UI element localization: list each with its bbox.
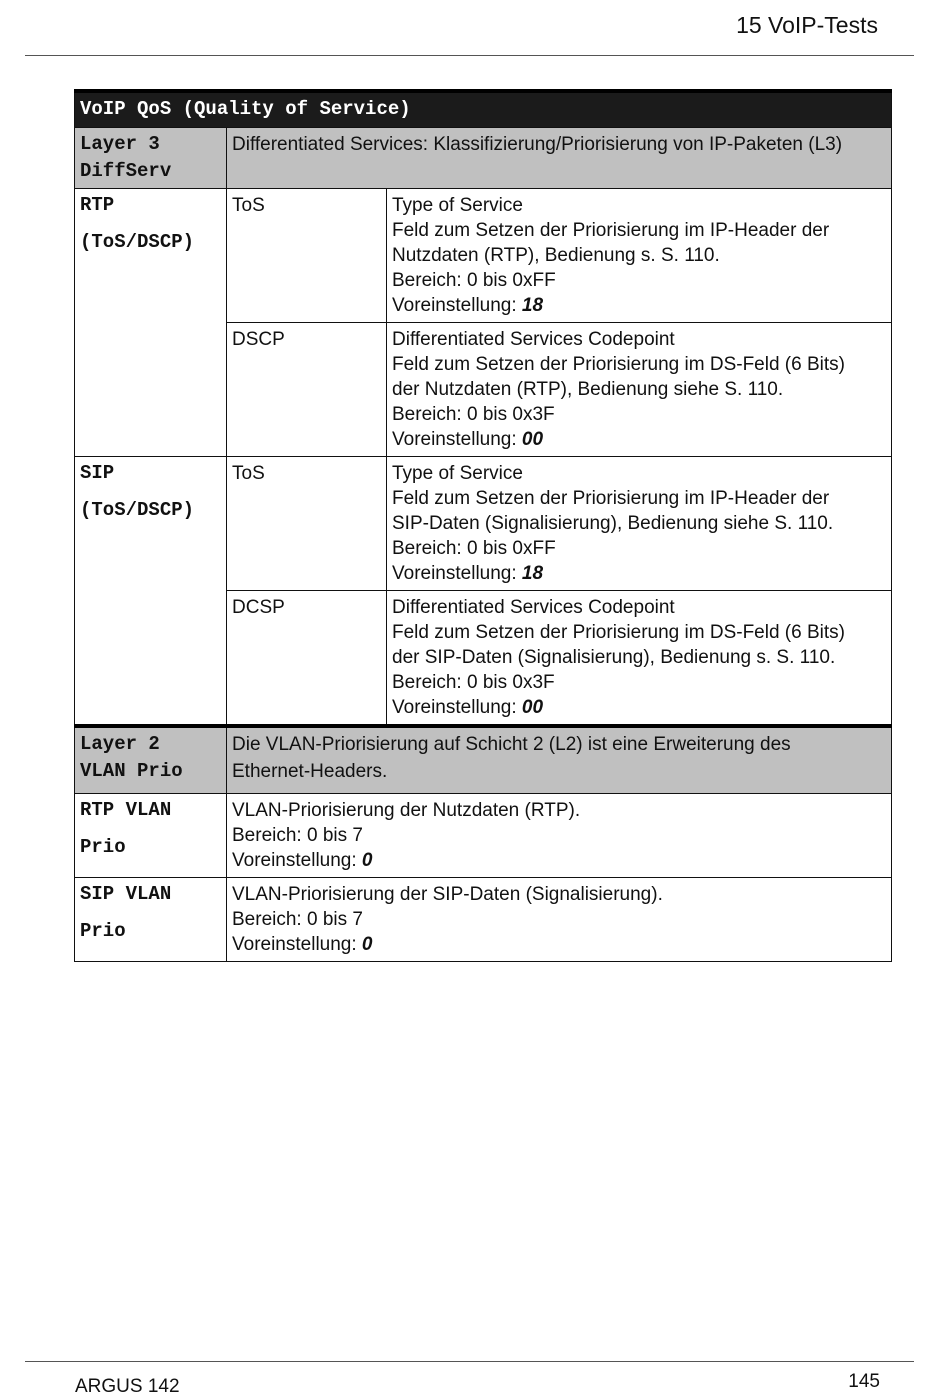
- sip-dcsp-line: Bereich: 0 bis 0x3F: [392, 672, 555, 693]
- header-rule: [25, 55, 914, 56]
- layer3-label-line2: DiffServ: [80, 160, 172, 182]
- sip-tos-default: [392, 561, 886, 586]
- sip-tos-param: ToS: [227, 457, 387, 591]
- sip-label-line1: SIP: [80, 462, 115, 484]
- sip-vlan-default: [232, 932, 886, 957]
- rtp-tos-line: Nutzdaten (RTP), Bedienung s. S. 110.: [392, 245, 720, 266]
- rtp-dscp-default: [392, 427, 886, 452]
- default-value: 00: [521, 697, 544, 718]
- rtp-dscp-line: Differentiated Services Codepoint: [392, 329, 675, 350]
- layer2-section-row: [75, 726, 892, 794]
- default-value: 0: [361, 850, 373, 871]
- default-value: 18: [521, 295, 544, 316]
- default-label: Voreinstellung:: [392, 697, 522, 718]
- layer2-label-line2: VLAN Prio: [80, 760, 183, 782]
- sip-tos-line: Bereich: 0 bis 0xFF: [392, 538, 556, 559]
- layer2-description-line2: Ethernet-Headers.: [232, 761, 388, 782]
- sip-vlan-label-line2: Prio: [80, 920, 126, 942]
- sip-dcsp-line: der SIP-Daten (Signalisierung), Bedienung s. S. 110.: [392, 647, 836, 668]
- layer3-label: [75, 128, 227, 189]
- default-value: 18: [521, 563, 544, 584]
- layer3-section-row: [75, 128, 892, 189]
- default-value: 0: [361, 934, 373, 955]
- default-value: 00: [521, 429, 544, 450]
- rtp-vlan-row: [75, 794, 892, 878]
- layer2-label-line1: Layer 2: [80, 733, 160, 755]
- rtp-vlan-label: [75, 794, 227, 878]
- rtp-tos-line: Type of Service: [392, 195, 523, 216]
- footer-rule: [25, 1361, 914, 1362]
- page-header-title: 15 VoIP-Tests: [736, 12, 878, 38]
- rtp-label-line1: RTP: [80, 194, 115, 216]
- sip-tos-line: Type of Service: [392, 463, 523, 484]
- layer2-description-line1: Die VLAN-Priorisierung auf Schicht 2 (L2) ist eine Erweiterung des: [232, 734, 791, 755]
- rtp-tos-row: [75, 189, 892, 323]
- rtp-vlan-label-line2: Prio: [80, 836, 126, 858]
- layer2-description: [227, 726, 892, 794]
- rtp-label-line2: (ToS/DSCP): [80, 231, 195, 253]
- default-label: Voreinstellung:: [232, 850, 362, 871]
- sip-tos-line: Feld zum Setzen der Priorisierung im IP-Header der: [392, 488, 830, 509]
- rtp-vlan-description: [227, 794, 892, 878]
- rtp-label: [75, 189, 227, 457]
- sip-tos-line: SIP-Daten (Signalisierung), Bedienung siehe S. 110.: [392, 513, 834, 534]
- rtp-dscp-line: Bereich: 0 bis 0x3F: [392, 404, 555, 425]
- table-title-row: [75, 91, 892, 128]
- sip-vlan-label-line1: SIP VLAN: [80, 883, 172, 905]
- rtp-vlan-default: [232, 848, 886, 873]
- layer3-label-line1: Layer 3: [80, 133, 160, 155]
- rtp-vlan-line: VLAN-Priorisierung der Nutzdaten (RTP).: [232, 800, 581, 821]
- footer-product-name: ARGUS 142: [75, 1376, 180, 1397]
- page-number: 145: [848, 1371, 880, 1392]
- rtp-dscp-line: Feld zum Setzen der Priorisierung im DS-Feld (6 Bits): [392, 354, 845, 375]
- sip-label-line2: (ToS/DSCP): [80, 499, 195, 521]
- voip-qos-table: [74, 89, 892, 962]
- rtp-tos-default: [392, 293, 886, 318]
- rtp-tos-description: [387, 189, 892, 323]
- rtp-dscp-param: DSCP: [227, 323, 387, 457]
- sip-label: [75, 457, 227, 727]
- layer2-label: [75, 726, 227, 794]
- sip-vlan-row: [75, 878, 892, 962]
- sip-dcsp-description: [387, 591, 892, 727]
- sip-dcsp-default: [392, 695, 886, 720]
- default-label: Voreinstellung:: [392, 563, 522, 584]
- layer3-description: Differentiated Services: Klassifizierung/Priorisierung von IP-Paketen (L3): [227, 128, 892, 189]
- rtp-vlan-line: Bereich: 0 bis 7: [232, 825, 363, 846]
- sip-tos-row: [75, 457, 892, 591]
- rtp-tos-line: Bereich: 0 bis 0xFF: [392, 270, 556, 291]
- sip-vlan-label: [75, 878, 227, 962]
- default-label: Voreinstellung:: [232, 934, 362, 955]
- rtp-dscp-line: der Nutzdaten (RTP), Bedienung siehe S. 110.: [392, 379, 784, 400]
- table-title: VoIP QoS (Quality of Service): [75, 91, 892, 128]
- default-label: Voreinstellung:: [392, 429, 522, 450]
- default-label: Voreinstellung:: [392, 295, 522, 316]
- sip-vlan-description: [227, 878, 892, 962]
- rtp-vlan-label-line1: RTP VLAN: [80, 799, 172, 821]
- rtp-tos-param: ToS: [227, 189, 387, 323]
- rtp-tos-line: Feld zum Setzen der Priorisierung im IP-Header der: [392, 220, 830, 241]
- sip-dcsp-param: DCSP: [227, 591, 387, 727]
- sip-vlan-line: VLAN-Priorisierung der SIP-Daten (Signalisierung).: [232, 884, 663, 905]
- sip-dcsp-line: Feld zum Setzen der Priorisierung im DS-Feld (6 Bits): [392, 622, 845, 643]
- rtp-dscp-description: [387, 323, 892, 457]
- sip-tos-description: [387, 457, 892, 591]
- sip-dcsp-line: Differentiated Services Codepoint: [392, 597, 675, 618]
- sip-vlan-line: Bereich: 0 bis 7: [232, 909, 363, 930]
